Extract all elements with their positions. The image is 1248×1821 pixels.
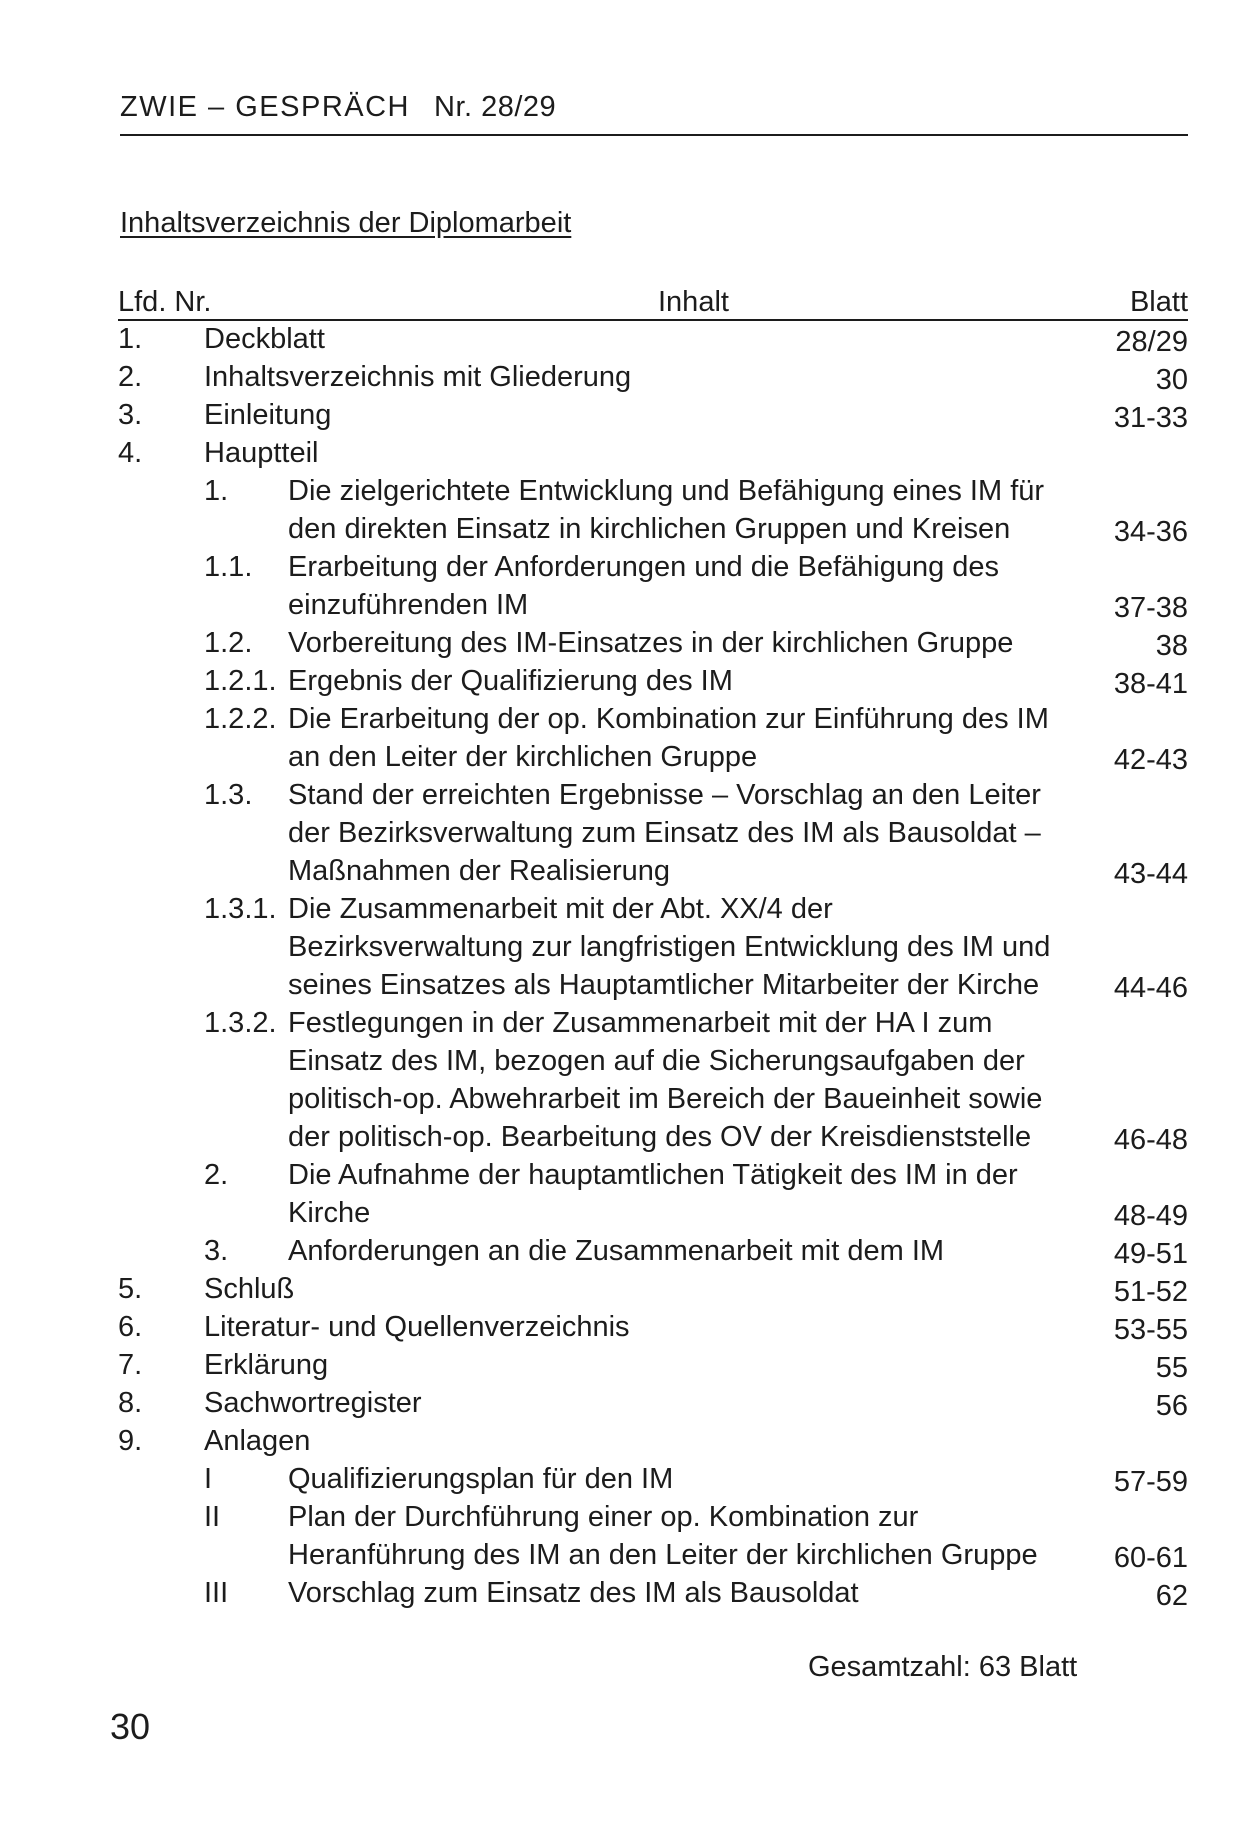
entry-number: 8. (118, 1387, 143, 1419)
entry-text: Festlegungen in der Zusammenarbeit mit der HA I zum Einsatz des IM, bezogen auf die Sicherungsaufgaben der politisch-op. Abwehrarbeit im Bereich der Baueinheit sowie der politisch-op. Bearbeitung des OV der Kreisdienststelle (288, 1007, 1043, 1153)
document-title: Inhaltsverzeichnis der Diplomarbeit (120, 207, 572, 239)
entry-page: 38 (1155, 630, 1188, 662)
issue-number: Nr. 28/29 (434, 91, 557, 123)
toc-entry (118, 1422, 1188, 1460)
entry-number: 1.2.2. (204, 703, 277, 735)
entry-text: Die zielgerichtete Entwicklung und Befähigung eines IM für den direkten Einsatz in kirchlichen Gruppen und Kreisen (288, 475, 1045, 545)
entry-page: 49-51 (1113, 1238, 1188, 1270)
entry-number: 5. (118, 1273, 143, 1305)
column-nr: Lfd. Nr. (118, 286, 212, 318)
entry-number: 3. (118, 399, 143, 431)
entry-number: 7. (118, 1349, 143, 1381)
entry-text: Hauptteil (204, 437, 319, 469)
toc-entry (118, 1308, 1188, 1346)
entry-text: Erarbeitung der Anforderungen und die Befähigung des einzuführenden IM (288, 551, 1000, 621)
column-content: Inhalt (658, 286, 729, 318)
entry-number: 1.3. (204, 779, 253, 811)
entry-page: 44-46 (1113, 972, 1188, 1004)
entry-number: 1.3.1. (204, 893, 277, 925)
entry-number: 2. (204, 1159, 229, 1191)
entry-page: 38-41 (1113, 668, 1188, 700)
entry-page: 51-52 (1113, 1276, 1188, 1308)
toc-subentry (118, 662, 1188, 700)
column-page: Blatt (1129, 286, 1188, 318)
entry-text: Inhaltsverzeichnis mit Gliederung (204, 361, 632, 393)
toc-entry (118, 320, 1188, 358)
entry-text: Vorschlag zum Einsatz des IM als Bausoldat (288, 1577, 859, 1609)
entry-text: Einleitung (204, 399, 332, 431)
toc-entry (118, 396, 1188, 434)
entry-page: 53-55 (1113, 1314, 1188, 1346)
toc-subentry (118, 1156, 1188, 1232)
toc-subentry (118, 890, 1188, 1004)
entry-page: 46-48 (1113, 1124, 1188, 1156)
entry-number: II (204, 1501, 221, 1533)
entry-text: Erklärung (204, 1349, 329, 1381)
running-head (120, 88, 1188, 126)
entry-text: Plan der Durchführung einer op. Kombination zur Heranführung des IM an den Leiter der kirchlichen Gruppe (288, 1501, 1038, 1571)
entry-text: Die Zusammenarbeit mit der Abt. XX/4 der Bezirksverwaltung zur langfristigen Entwicklung des IM und seines Einsatzes als Hauptamtlicher Mitarbeiter der Kirche (288, 893, 1051, 1001)
entry-number: 1. (204, 475, 229, 507)
entry-text: Qualifizierungsplan für den IM (288, 1463, 674, 1495)
toc-subentry (118, 1232, 1188, 1270)
toc-subentry (118, 548, 1188, 624)
entry-page: 37-38 (1113, 592, 1188, 624)
toc-entry (118, 1270, 1188, 1308)
entry-text: Anforderungen an die Zusammenarbeit mit dem IM (288, 1235, 945, 1267)
toc-subentry (118, 1460, 1188, 1498)
entry-text: Literatur- und Quellenverzeichnis (204, 1311, 630, 1343)
toc-subentry (118, 776, 1188, 890)
entry-number: 1.2.1. (204, 665, 277, 697)
toc-entry (118, 358, 1188, 396)
entry-number: 4. (118, 437, 143, 469)
toc-subentry (118, 1498, 1188, 1574)
entry-page: 48-49 (1113, 1200, 1188, 1232)
entry-text: Schluß (204, 1273, 295, 1305)
total-sheets: Gesamtzahl: 63 Blatt (808, 1651, 1078, 1683)
entry-number: 1.3.2. (204, 1007, 277, 1039)
entry-number: 1.1. (204, 551, 253, 583)
entry-page: 43-44 (1113, 858, 1188, 890)
entry-page: 31-33 (1113, 402, 1188, 434)
entry-number: 6. (118, 1311, 143, 1343)
entry-page: 42-43 (1113, 744, 1188, 776)
table-of-contents (118, 320, 1188, 1612)
entry-text: Anlagen (204, 1425, 311, 1457)
entry-text: Ergebnis der Qualifizierung des IM (288, 665, 733, 697)
entry-text: Vorbereitung des IM-Einsatzes in der kirchlichen Gruppe (288, 627, 1014, 659)
toc-subentry (118, 472, 1188, 548)
entry-number: III (204, 1577, 229, 1609)
entry-page: 34-36 (1113, 516, 1188, 548)
toc-subentry (118, 1574, 1188, 1612)
entry-page: 56 (1155, 1390, 1188, 1422)
entry-page: 62 (1155, 1580, 1188, 1612)
entry-text: Stand der erreichten Ergebnisse – Vorschlag an den Leiter der Bezirksverwaltung zum Einsatz des IM als Bausoldat – Maßnahmen der Realisierung (288, 779, 1041, 887)
entry-number: I (204, 1463, 213, 1495)
toc-column-header (118, 283, 1188, 323)
toc-entry (118, 434, 1188, 472)
toc-entry (118, 1384, 1188, 1422)
entry-text: Die Aufnahme der hauptamtlichen Tätigkeit des IM in der Kirche (288, 1159, 1018, 1229)
entry-page: 57-59 (1113, 1466, 1188, 1498)
journal-title: ZWIE – GESPRÄCH (120, 91, 410, 123)
toc-subentry (118, 1004, 1188, 1156)
entry-number: 2. (118, 361, 143, 393)
toc-entry (118, 1346, 1188, 1384)
page-number: 30 (110, 1706, 151, 1747)
entry-text: Die Erarbeitung der op. Kombination zur Einführung des IM an den Leiter der kirchlichen Gruppe (288, 703, 1049, 773)
entry-number: 1.2. (204, 627, 253, 659)
entry-number: 9. (118, 1425, 143, 1457)
toc-subentry (118, 624, 1188, 662)
entry-page: 55 (1155, 1352, 1188, 1384)
entry-text: Deckblatt (204, 323, 325, 355)
header-rule (120, 134, 1188, 136)
entry-page: 30 (1155, 364, 1188, 396)
toc-subentry (118, 700, 1188, 776)
entry-text: Sachwortregister (204, 1387, 422, 1419)
entry-page: 28/29 (1115, 326, 1188, 358)
entry-number: 3. (204, 1235, 229, 1267)
entry-number: 1. (118, 323, 143, 355)
entry-page: 60-61 (1113, 1542, 1188, 1574)
